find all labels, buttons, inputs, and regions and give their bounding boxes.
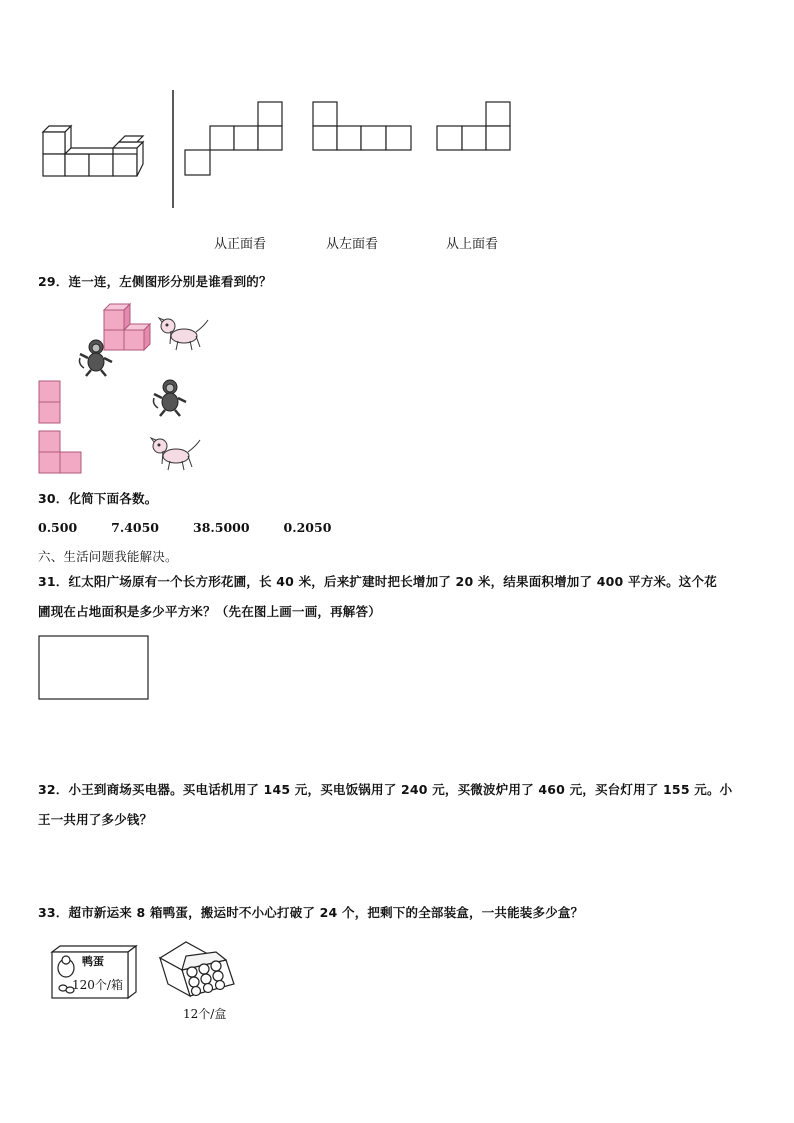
dog-icon — [158, 314, 210, 354]
q31-line1: 31．红太阳广场原有一个长方形花圃，长 40 米，后来扩建时把长增加了 20 米，结果面积增加了 400 平方米。这个花 — [38, 574, 717, 589]
divider-line — [172, 90, 174, 210]
section6-heading: 六、生活问题我能解决。 — [38, 549, 178, 564]
q33-text: 33．超市新运来 8 箱鸭蛋，搬运时不小心打破了 24 个，把剩下的全部装盒，一共能装多少盒？ — [38, 905, 584, 920]
q30-numbers — [38, 520, 365, 536]
q31-line2: 圃现在占地面积是多少平方米？（先在图上画一画，再解答） — [38, 604, 381, 619]
top-view-grid — [436, 101, 514, 153]
egg-crate-label: 120个/箱 — [72, 978, 123, 992]
q30-number: 7.4050 — [111, 520, 159, 535]
egg-carton — [156, 940, 238, 1002]
left-view-grid — [312, 101, 414, 153]
view-label-front: 从正面看 — [214, 237, 267, 252]
q29-text: 29．连一连，左侧图形分别是谁看到的？ — [38, 274, 272, 289]
q30-number: 0.500 — [38, 520, 78, 535]
pink-column-view — [38, 380, 62, 424]
front-view-grid — [184, 101, 284, 177]
q32-line2: 王一共用了多少钱？ — [38, 812, 153, 827]
q30-number: 38.5000 — [193, 520, 250, 535]
dog-icon-2 — [150, 434, 202, 474]
egg-crate-title: 鸭蛋 — [82, 955, 104, 968]
view-label-top: 从上面看 — [446, 237, 499, 252]
garden-rectangle — [38, 635, 150, 701]
q32-line1: 32．小王到商场买电器。买电话机用了 145 元，买电饭锅用了 240 元，买微波炉用了 460 元，买台灯用了 155 元。小 — [38, 782, 733, 797]
monkey-icon-2 — [150, 378, 190, 418]
cube-solid-figure — [40, 124, 160, 180]
pink-l-view — [38, 430, 84, 474]
egg-carton-label: 12个/盒 — [183, 1007, 227, 1021]
egg-crate-box — [48, 944, 136, 998]
monkey-icon — [76, 338, 116, 378]
q30-number: 0.2050 — [283, 520, 332, 535]
q30-text: 30．化简下面各数。 — [38, 491, 158, 506]
view-label-left: 从左面看 — [326, 237, 379, 252]
